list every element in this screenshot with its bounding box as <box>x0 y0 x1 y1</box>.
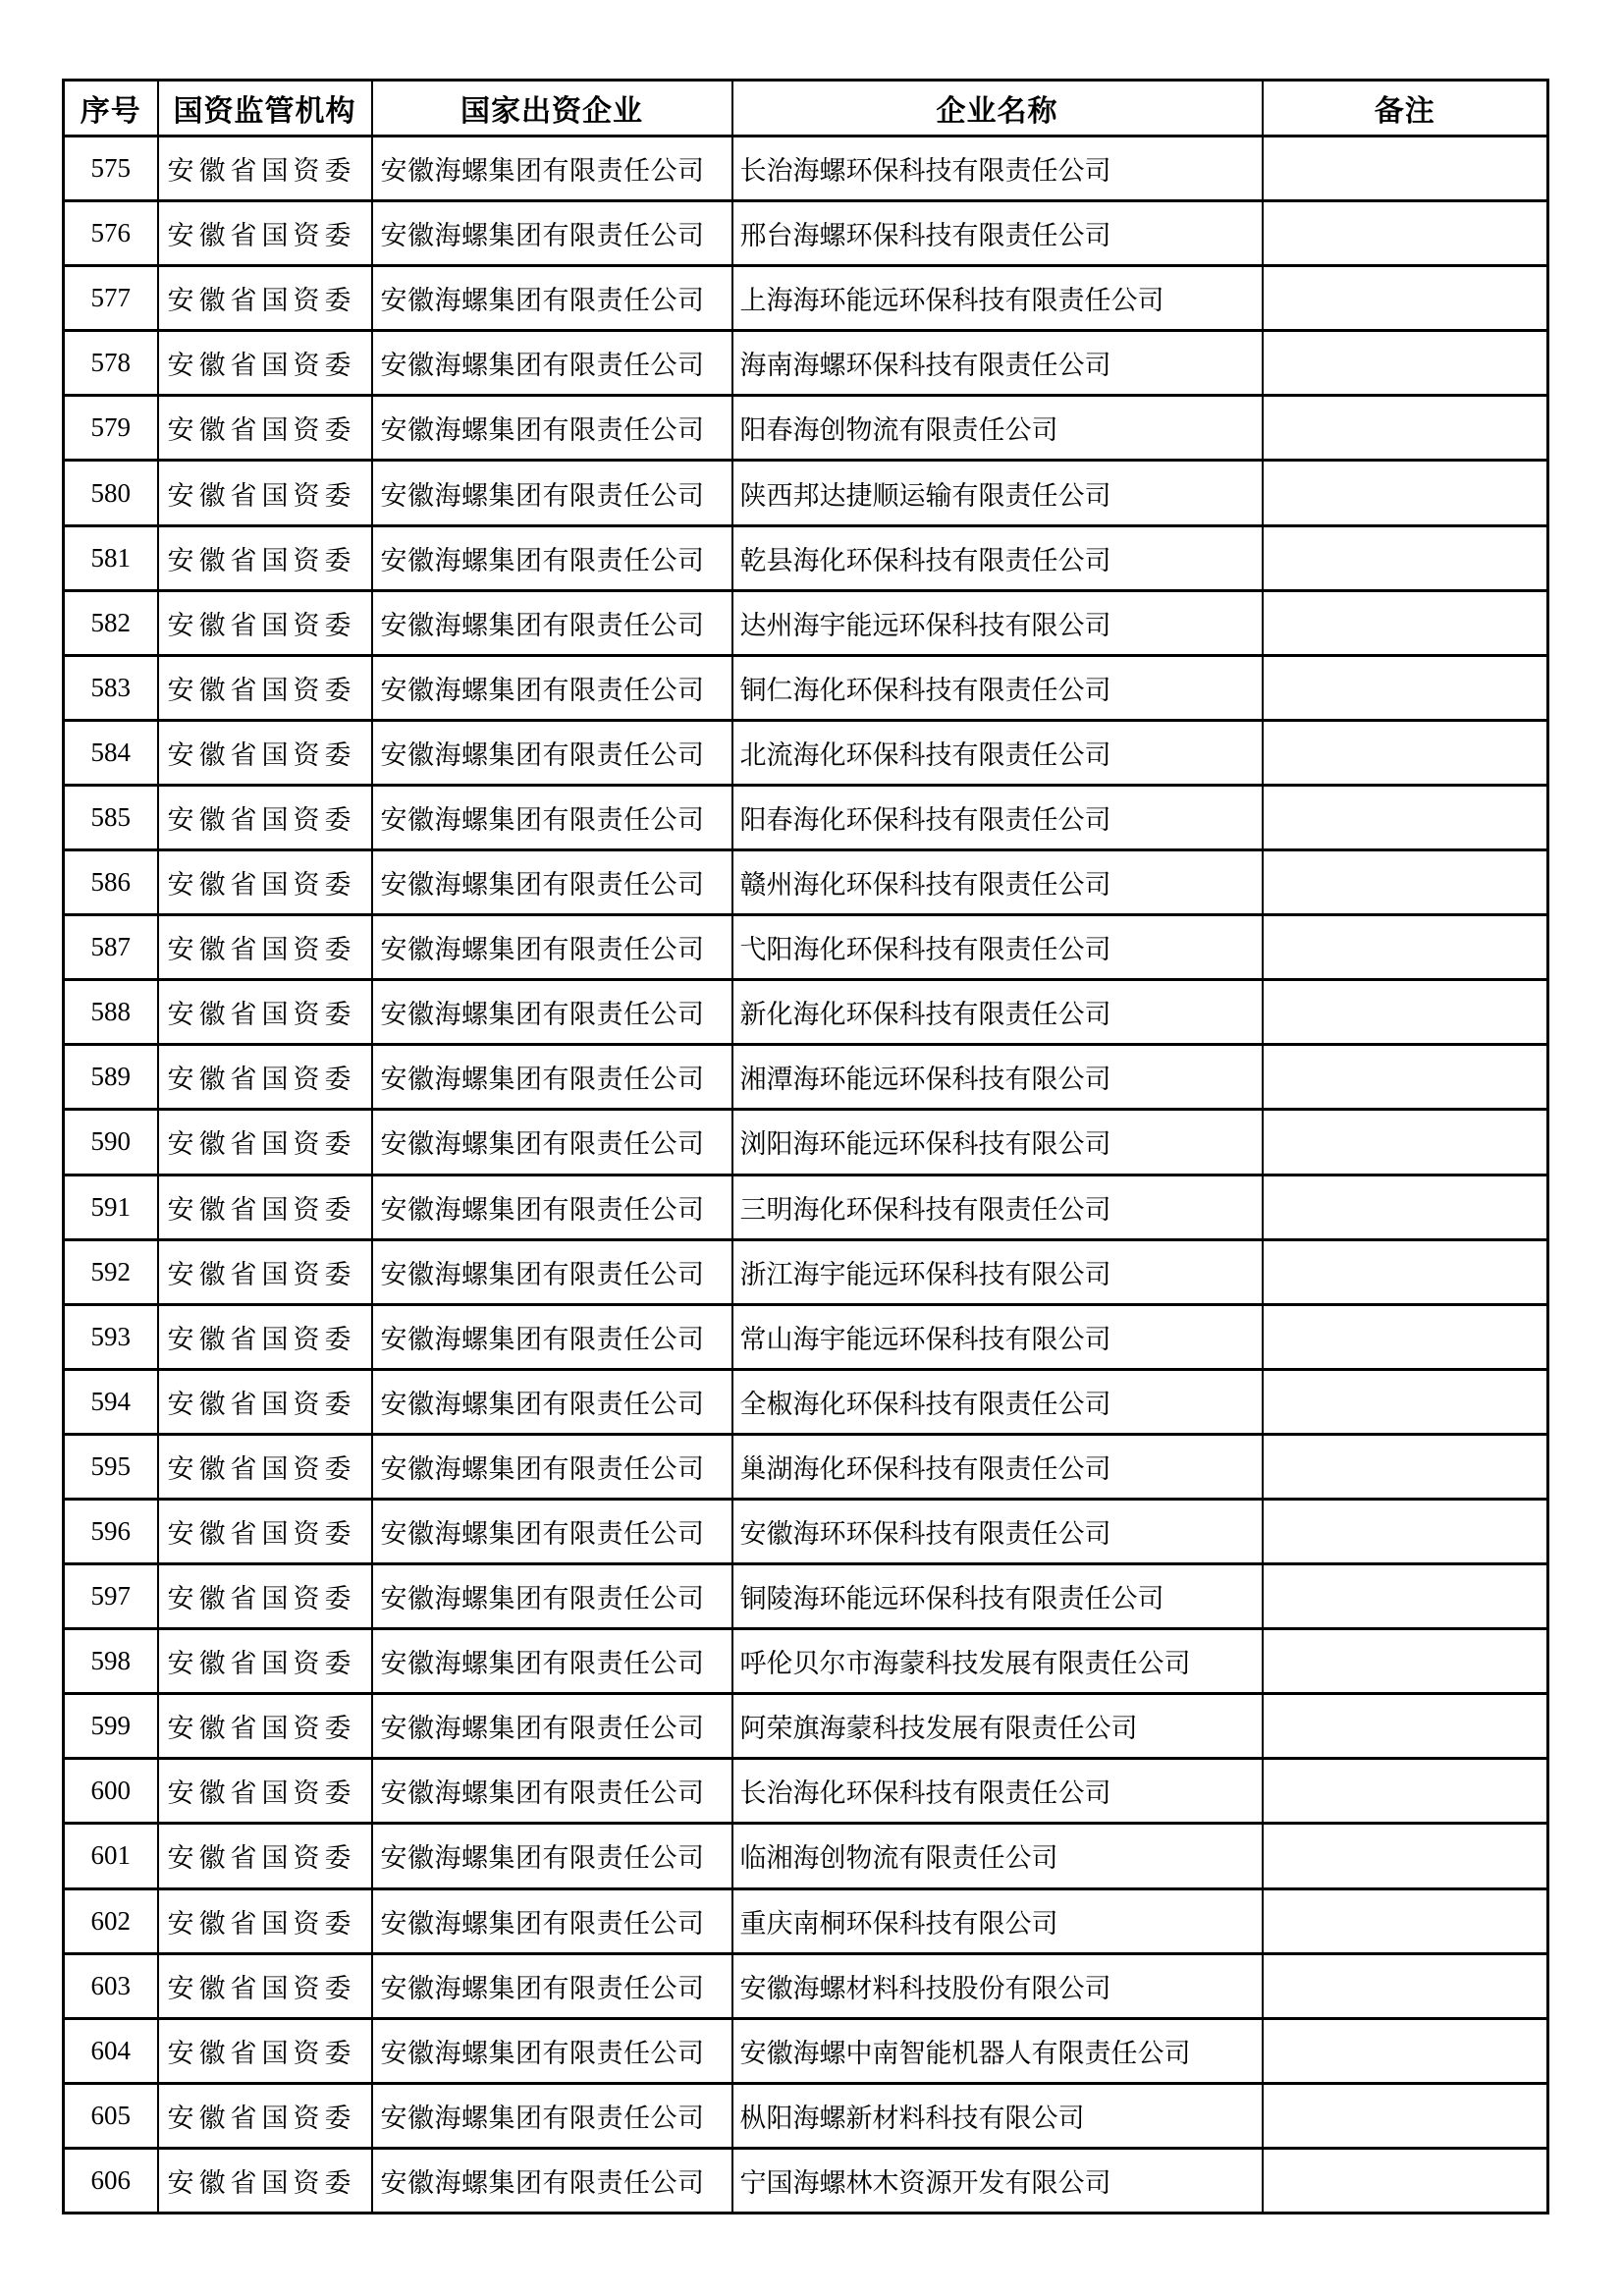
cell-remark <box>1263 137 1548 201</box>
cell-regulator: 安徽省国资委 <box>158 1499 372 1563</box>
table-row <box>64 1434 1548 1499</box>
cell-company-name: 北流海化环保科技有限责任公司 <box>732 720 1263 785</box>
cell-parent-enterprise: 安徽海螺集团有限责任公司 <box>372 1564 732 1629</box>
cell-parent-enterprise: 安徽海螺集团有限责任公司 <box>372 1694 732 1759</box>
cell-parent-enterprise: 安徽海螺集团有限责任公司 <box>372 1369 732 1434</box>
cell-regulator: 安徽省国资委 <box>158 2083 372 2148</box>
cell-company-name: 宁国海螺林木资源开发有限公司 <box>732 2148 1263 2213</box>
cell-regulator: 安徽省国资委 <box>158 1564 372 1629</box>
table-row <box>64 1304 1548 1369</box>
cell-serial-number: 586 <box>64 850 158 915</box>
cell-regulator: 安徽省国资委 <box>158 525 372 590</box>
cell-regulator: 安徽省国资委 <box>158 331 372 396</box>
cell-remark <box>1263 1759 1548 1824</box>
cell-regulator: 安徽省国资委 <box>158 137 372 201</box>
cell-regulator: 安徽省国资委 <box>158 1045 372 1110</box>
cell-parent-enterprise: 安徽海螺集团有限责任公司 <box>372 1499 732 1563</box>
cell-remark <box>1263 266 1548 331</box>
cell-parent-enterprise: 安徽海螺集团有限责任公司 <box>372 461 732 525</box>
cell-parent-enterprise: 安徽海螺集团有限责任公司 <box>372 1953 732 2018</box>
table-row <box>64 2148 1548 2213</box>
cell-remark <box>1263 655 1548 720</box>
table-row <box>64 461 1548 525</box>
table-row <box>64 915 1548 980</box>
cell-remark <box>1263 201 1548 266</box>
cell-company-name: 三明海化环保科技有限责任公司 <box>732 1175 1263 1239</box>
cell-serial-number: 580 <box>64 461 158 525</box>
cell-parent-enterprise: 安徽海螺集团有限责任公司 <box>372 2018 732 2083</box>
cell-company-name: 长治海螺环保科技有限责任公司 <box>732 137 1263 201</box>
table-row <box>64 655 1548 720</box>
cell-remark <box>1263 1239 1548 1304</box>
cell-parent-enterprise: 安徽海螺集团有限责任公司 <box>372 525 732 590</box>
table-header-row <box>64 81 1548 137</box>
cell-remark <box>1263 1824 1548 1888</box>
cell-serial-number: 585 <box>64 785 158 849</box>
table-row <box>64 980 1548 1045</box>
cell-serial-number: 583 <box>64 655 158 720</box>
cell-remark <box>1263 1694 1548 1759</box>
cell-regulator: 安徽省国资委 <box>158 1629 372 1694</box>
cell-company-name: 临湘海创物流有限责任公司 <box>732 1824 1263 1888</box>
cell-parent-enterprise: 安徽海螺集团有限责任公司 <box>372 266 732 331</box>
table-row <box>64 1888 1548 1953</box>
cell-serial-number: 602 <box>64 1888 158 1953</box>
cell-parent-enterprise: 安徽海螺集团有限责任公司 <box>372 785 732 849</box>
cell-remark <box>1263 1564 1548 1629</box>
cell-regulator: 安徽省国资委 <box>158 1888 372 1953</box>
cell-parent-enterprise: 安徽海螺集团有限责任公司 <box>372 137 732 201</box>
cell-remark <box>1263 785 1548 849</box>
cell-serial-number: 587 <box>64 915 158 980</box>
cell-remark <box>1263 1304 1548 1369</box>
table-row <box>64 1953 1548 2018</box>
cell-remark <box>1263 850 1548 915</box>
table-row <box>64 2018 1548 2083</box>
cell-parent-enterprise: 安徽海螺集团有限责任公司 <box>372 1434 732 1499</box>
cell-company-name: 重庆南桐环保科技有限公司 <box>732 1888 1263 1953</box>
cell-parent-enterprise: 安徽海螺集团有限责任公司 <box>372 2148 732 2213</box>
cell-remark <box>1263 720 1548 785</box>
cell-company-name: 呼伦贝尔市海蒙科技发展有限责任公司 <box>732 1629 1263 1694</box>
cell-serial-number: 597 <box>64 1564 158 1629</box>
cell-remark <box>1263 396 1548 461</box>
cell-serial-number: 606 <box>64 2148 158 2213</box>
cell-remark <box>1263 590 1548 655</box>
cell-regulator: 安徽省国资委 <box>158 590 372 655</box>
cell-regulator: 安徽省国资委 <box>158 850 372 915</box>
cell-remark <box>1263 1629 1548 1694</box>
cell-serial-number: 591 <box>64 1175 158 1239</box>
table-body <box>64 137 1548 2214</box>
cell-company-name: 乾县海化环保科技有限责任公司 <box>732 525 1263 590</box>
cell-regulator: 安徽省国资委 <box>158 2148 372 2213</box>
cell-parent-enterprise: 安徽海螺集团有限责任公司 <box>372 1045 732 1110</box>
cell-parent-enterprise: 安徽海螺集团有限责任公司 <box>372 1759 732 1824</box>
cell-regulator: 安徽省国资委 <box>158 720 372 785</box>
table-row <box>64 1629 1548 1694</box>
cell-serial-number: 578 <box>64 331 158 396</box>
cell-regulator: 安徽省国资委 <box>158 655 372 720</box>
cell-regulator: 安徽省国资委 <box>158 461 372 525</box>
cell-serial-number: 600 <box>64 1759 158 1824</box>
cell-serial-number: 598 <box>64 1629 158 1694</box>
cell-serial-number: 589 <box>64 1045 158 1110</box>
cell-serial-number: 604 <box>64 2018 158 2083</box>
table-row <box>64 201 1548 266</box>
cell-remark <box>1263 1175 1548 1239</box>
header-regulator: 国资监管机构 <box>158 81 372 137</box>
cell-parent-enterprise: 安徽海螺集团有限责任公司 <box>372 201 732 266</box>
table-row <box>64 1239 1548 1304</box>
cell-company-name: 赣州海化环保科技有限责任公司 <box>732 850 1263 915</box>
cell-company-name: 安徽海螺材料科技股份有限公司 <box>732 1953 1263 2018</box>
cell-company-name: 达州海宇能远环保科技有限公司 <box>732 590 1263 655</box>
cell-parent-enterprise: 安徽海螺集团有限责任公司 <box>372 1175 732 1239</box>
cell-parent-enterprise: 安徽海螺集团有限责任公司 <box>372 1629 732 1694</box>
table-row <box>64 850 1548 915</box>
cell-company-name: 浙江海宇能远环保科技有限公司 <box>732 1239 1263 1304</box>
cell-regulator: 安徽省国资委 <box>158 1824 372 1888</box>
cell-regulator: 安徽省国资委 <box>158 2018 372 2083</box>
cell-regulator: 安徽省国资委 <box>158 785 372 849</box>
cell-serial-number: 601 <box>64 1824 158 1888</box>
cell-serial-number: 599 <box>64 1694 158 1759</box>
cell-company-name: 浏阳海环能远环保科技有限公司 <box>732 1110 1263 1175</box>
cell-serial-number: 590 <box>64 1110 158 1175</box>
cell-remark <box>1263 1888 1548 1953</box>
cell-remark <box>1263 980 1548 1045</box>
table-row <box>64 1499 1548 1563</box>
table-row <box>64 1759 1548 1824</box>
table-row <box>64 2083 1548 2148</box>
cell-company-name: 全椒海化环保科技有限责任公司 <box>732 1369 1263 1434</box>
table-row <box>64 396 1548 461</box>
cell-parent-enterprise: 安徽海螺集团有限责任公司 <box>372 655 732 720</box>
table-header <box>64 81 1548 137</box>
cell-parent-enterprise: 安徽海螺集团有限责任公司 <box>372 915 732 980</box>
cell-serial-number: 592 <box>64 1239 158 1304</box>
table-row <box>64 1564 1548 1629</box>
table-row <box>64 1110 1548 1175</box>
cell-serial-number: 595 <box>64 1434 158 1499</box>
cell-company-name: 上海海环能远环保科技有限责任公司 <box>732 266 1263 331</box>
table-row <box>64 525 1548 590</box>
company-list-table <box>62 79 1549 2214</box>
cell-remark <box>1263 1110 1548 1175</box>
cell-serial-number: 581 <box>64 525 158 590</box>
cell-company-name: 阿荣旗海蒙科技发展有限责任公司 <box>732 1694 1263 1759</box>
cell-remark <box>1263 2018 1548 2083</box>
cell-company-name: 阳春海化环保科技有限责任公司 <box>732 785 1263 849</box>
table-row <box>64 785 1548 849</box>
cell-remark <box>1263 1953 1548 2018</box>
cell-serial-number: 582 <box>64 590 158 655</box>
cell-parent-enterprise: 安徽海螺集团有限责任公司 <box>372 980 732 1045</box>
cell-regulator: 安徽省国资委 <box>158 266 372 331</box>
table-row <box>64 1369 1548 1434</box>
cell-regulator: 安徽省国资委 <box>158 1175 372 1239</box>
cell-remark <box>1263 525 1548 590</box>
cell-company-name: 安徽海螺中南智能机器人有限责任公司 <box>732 2018 1263 2083</box>
cell-serial-number: 605 <box>64 2083 158 2148</box>
table-row <box>64 331 1548 396</box>
cell-company-name: 安徽海环环保科技有限责任公司 <box>732 1499 1263 1563</box>
cell-regulator: 安徽省国资委 <box>158 1694 372 1759</box>
header-company-name: 企业名称 <box>732 81 1263 137</box>
cell-company-name: 弋阳海化环保科技有限责任公司 <box>732 915 1263 980</box>
cell-parent-enterprise: 安徽海螺集团有限责任公司 <box>372 1239 732 1304</box>
cell-regulator: 安徽省国资委 <box>158 201 372 266</box>
cell-serial-number: 594 <box>64 1369 158 1434</box>
cell-serial-number: 593 <box>64 1304 158 1369</box>
cell-parent-enterprise: 安徽海螺集团有限责任公司 <box>372 1824 732 1888</box>
cell-regulator: 安徽省国资委 <box>158 1239 372 1304</box>
cell-regulator: 安徽省国资委 <box>158 1434 372 1499</box>
cell-remark <box>1263 915 1548 980</box>
table-row <box>64 590 1548 655</box>
cell-company-name: 阳春海创物流有限责任公司 <box>732 396 1263 461</box>
cell-remark <box>1263 2148 1548 2213</box>
cell-regulator: 安徽省国资委 <box>158 1369 372 1434</box>
cell-company-name: 湘潭海环能远环保科技有限公司 <box>732 1045 1263 1110</box>
cell-serial-number: 577 <box>64 266 158 331</box>
cell-serial-number: 584 <box>64 720 158 785</box>
cell-regulator: 安徽省国资委 <box>158 1953 372 2018</box>
header-remark: 备注 <box>1263 81 1548 137</box>
cell-company-name: 长治海化环保科技有限责任公司 <box>732 1759 1263 1824</box>
cell-company-name: 巢湖海化环保科技有限责任公司 <box>732 1434 1263 1499</box>
cell-regulator: 安徽省国资委 <box>158 980 372 1045</box>
cell-serial-number: 588 <box>64 980 158 1045</box>
table-row <box>64 1694 1548 1759</box>
cell-serial-number: 579 <box>64 396 158 461</box>
cell-parent-enterprise: 安徽海螺集团有限责任公司 <box>372 1110 732 1175</box>
cell-company-name: 海南海螺环保科技有限责任公司 <box>732 331 1263 396</box>
cell-remark <box>1263 1369 1548 1434</box>
cell-parent-enterprise: 安徽海螺集团有限责任公司 <box>372 1888 732 1953</box>
cell-parent-enterprise: 安徽海螺集团有限责任公司 <box>372 2083 732 2148</box>
cell-serial-number: 596 <box>64 1499 158 1563</box>
cell-regulator: 安徽省国资委 <box>158 1304 372 1369</box>
cell-parent-enterprise: 安徽海螺集团有限责任公司 <box>372 396 732 461</box>
cell-remark <box>1263 2083 1548 2148</box>
cell-company-name: 常山海宇能远环保科技有限公司 <box>732 1304 1263 1369</box>
table-row <box>64 720 1548 785</box>
cell-remark <box>1263 461 1548 525</box>
cell-parent-enterprise: 安徽海螺集团有限责任公司 <box>372 590 732 655</box>
cell-parent-enterprise: 安徽海螺集团有限责任公司 <box>372 720 732 785</box>
cell-parent-enterprise: 安徽海螺集团有限责任公司 <box>372 331 732 396</box>
table-row <box>64 266 1548 331</box>
cell-company-name: 枞阳海螺新材料科技有限公司 <box>732 2083 1263 2148</box>
table-row <box>64 1045 1548 1110</box>
cell-serial-number: 576 <box>64 201 158 266</box>
cell-regulator: 安徽省国资委 <box>158 1110 372 1175</box>
cell-regulator: 安徽省国资委 <box>158 1759 372 1824</box>
cell-serial-number: 603 <box>64 1953 158 2018</box>
cell-remark <box>1263 1045 1548 1110</box>
table-row <box>64 1175 1548 1239</box>
cell-company-name: 铜陵海环能远环保科技有限责任公司 <box>732 1564 1263 1629</box>
cell-serial-number: 575 <box>64 137 158 201</box>
header-parent-enterprise: 国家出资企业 <box>372 81 732 137</box>
cell-company-name: 邢台海螺环保科技有限责任公司 <box>732 201 1263 266</box>
cell-regulator: 安徽省国资委 <box>158 396 372 461</box>
cell-company-name: 铜仁海化环保科技有限责任公司 <box>732 655 1263 720</box>
cell-company-name: 新化海化环保科技有限责任公司 <box>732 980 1263 1045</box>
cell-remark <box>1263 1434 1548 1499</box>
cell-company-name: 陕西邦达捷顺运输有限责任公司 <box>732 461 1263 525</box>
table-row <box>64 137 1548 201</box>
header-serial-number: 序号 <box>64 81 158 137</box>
cell-regulator: 安徽省国资委 <box>158 915 372 980</box>
cell-parent-enterprise: 安徽海螺集团有限责任公司 <box>372 1304 732 1369</box>
table-row <box>64 1824 1548 1888</box>
cell-remark <box>1263 331 1548 396</box>
cell-parent-enterprise: 安徽海螺集团有限责任公司 <box>372 850 732 915</box>
cell-remark <box>1263 1499 1548 1563</box>
